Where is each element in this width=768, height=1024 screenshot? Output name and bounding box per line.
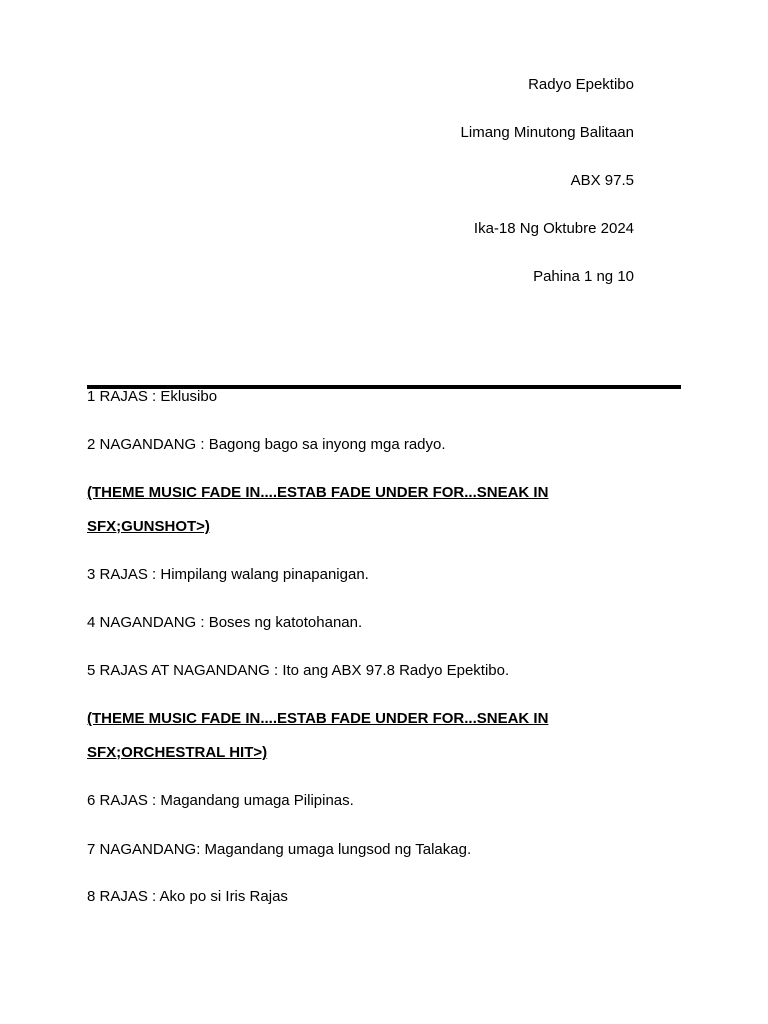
- sound-cue-2-line-2: SFX;ORCHESTRAL HIT>): [87, 744, 268, 761]
- program-title: Limang Minutong Balitaan: [460, 124, 634, 141]
- script-line-8: 8 RAJAS : Ako po si Iris Rajas: [87, 888, 288, 905]
- page-number: Pahina 1 ng 10: [533, 268, 634, 285]
- script-line-3: 3 RAJAS : Himpilang walang pinapanigan.: [87, 566, 369, 583]
- station-frequency: ABX 97.5: [570, 172, 634, 189]
- script-line-6: 6 RAJAS : Magandang umaga Pilipinas.: [87, 792, 354, 809]
- sound-cue-2-line-1: (THEME MUSIC FADE IN....ESTAB FADE UNDER FOR...SNEAK IN: [87, 710, 549, 727]
- script-line-7: 7 NAGANDANG: Magandang umaga lungsod ng Talakag.: [87, 841, 472, 858]
- script-line-5: 5 RAJAS AT NAGANDANG : Ito ang ABX 97.8 Radyo Epektibo.: [87, 662, 510, 679]
- sound-cue-1-line-1: (THEME MUSIC FADE IN....ESTAB FADE UNDER FOR...SNEAK IN: [87, 484, 549, 501]
- script-line-1: 1 RAJAS : Eklusibo: [87, 388, 218, 405]
- station-name: Radyo Epektibo: [528, 76, 634, 93]
- sound-cue-1-line-2: SFX;GUNSHOT>): [87, 518, 210, 535]
- script-line-4: 4 NAGANDANG : Boses ng katotohanan.: [87, 614, 363, 631]
- script-line-2: 2 NAGANDANG : Bagong bago sa inyong mga radyo.: [87, 436, 446, 453]
- broadcast-date: Ika-18 Ng Oktubre 2024: [473, 220, 634, 237]
